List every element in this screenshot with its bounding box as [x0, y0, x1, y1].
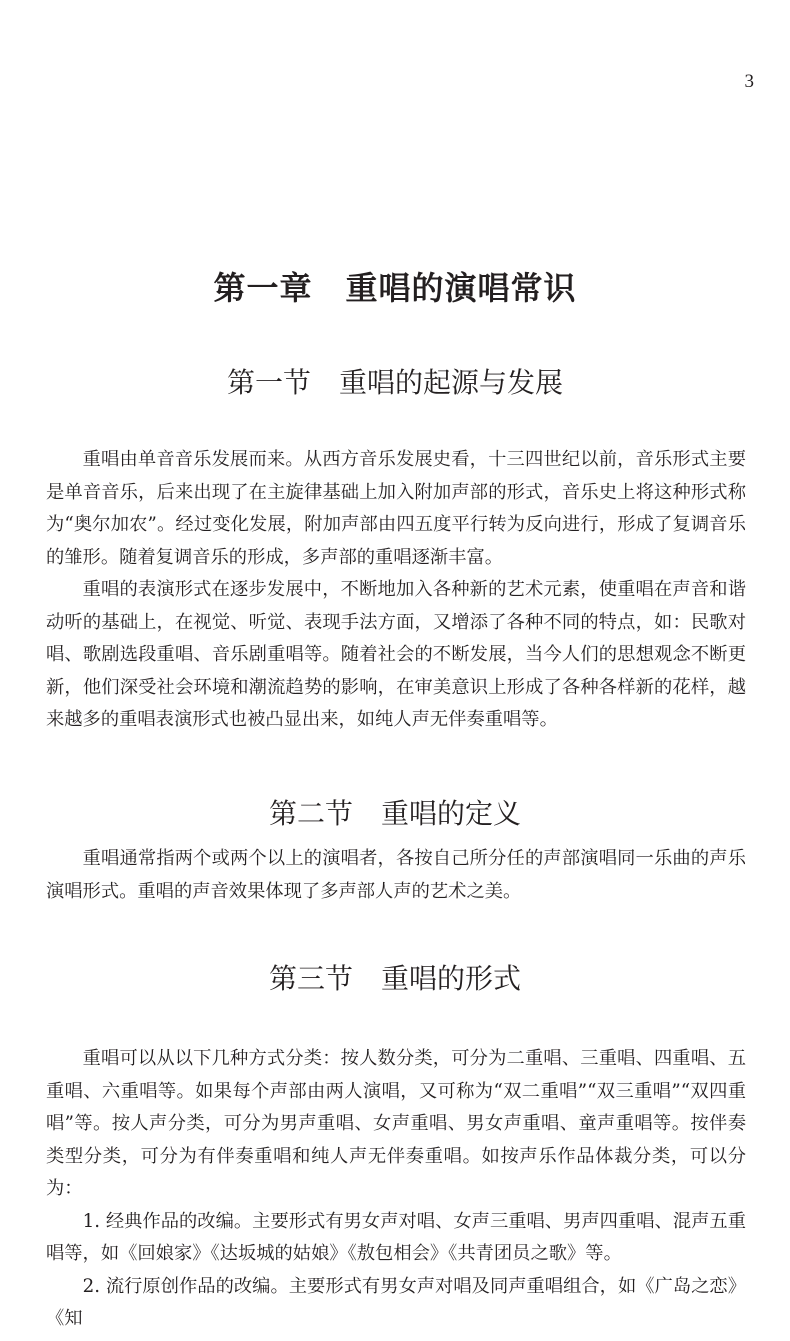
paragraph: 重唱由单音音乐发展而来。从西方音乐发展史看，十三四世纪以前，音乐形式主要是单音音乐，后来出现了在主旋律基础上加入附加声部的形式，音乐史上将这种形式称为“奥尔加农”。经过变化发展，附加声部由四五度平行转为反向进行，形成了复调音乐的雏形。随着复调音乐的形成，多声部的重唱逐渐丰富。 [46, 449, 746, 568]
section-body-definition [46, 843, 746, 908]
section-title-origin: 第一节 重唱的起源与发展 [226, 366, 563, 399]
list-item: 2. 流行原创作品的改编。主要形式有男女声对唱及同声重唱组合，如《广岛之恋》《知 [46, 1275, 746, 1329]
chapter-title: 第一章 重唱的演唱常识 [213, 269, 577, 307]
page-number: 3 [744, 71, 754, 92]
section-body-forms [46, 1043, 746, 1336]
section-title-forms: 第三节 重唱的形式 [268, 962, 521, 995]
paragraph: 重唱的表演形式在逐步发展中，不断地加入各种新的艺术元素，使重唱在声音和谐动听的基础上，在视觉、听觉、表现手法方面，又增添了各种不同的特点，如：民歌对唱、歌剧选段重唱、音乐剧重唱等。随着社会的不断发展，当今人们的思想观念不断更新，他们深受社会环境和潮流趋势的影响，在审美意识上形成了各种各样新的花样，越来越多的重唱表演形式也被凸显出来，如纯人声无伴奏重唱等。 [46, 579, 746, 730]
paragraph: 重唱可以从以下几种方式分类：按人数分类，可分为二重唱、三重唱、四重唱、五重唱、六重唱等。如果每个声部由两人演唱，又可称为“双二重唱”“双三重唱”“双四重唱”等。按人声分类，可分为男声重唱、女声重唱、男女声重唱、童声重唱等。按伴奏类型分类，可分为有伴奏重唱和纯人声无伴奏重唱。如按声乐作品体裁分类，可以分为： [46, 1048, 746, 1199]
list-item: 1. 经典作品的改编。主要形式有男女声对唱、女声三重唱、男声四重唱、混声五重唱等，如《回娘家》《达坂城的姑娘》《敖包相会》《共青团员之歌》等。 [46, 1210, 746, 1264]
paragraph: 重唱通常指两个或两个以上的演唱者，各按自己所分任的声部演唱同一乐曲的声乐演唱形式。重唱的声音效果体现了多声部人声的艺术之美。 [46, 848, 746, 902]
section-title-definition: 第二节 重唱的定义 [268, 797, 521, 830]
section-body-origin [46, 444, 746, 737]
